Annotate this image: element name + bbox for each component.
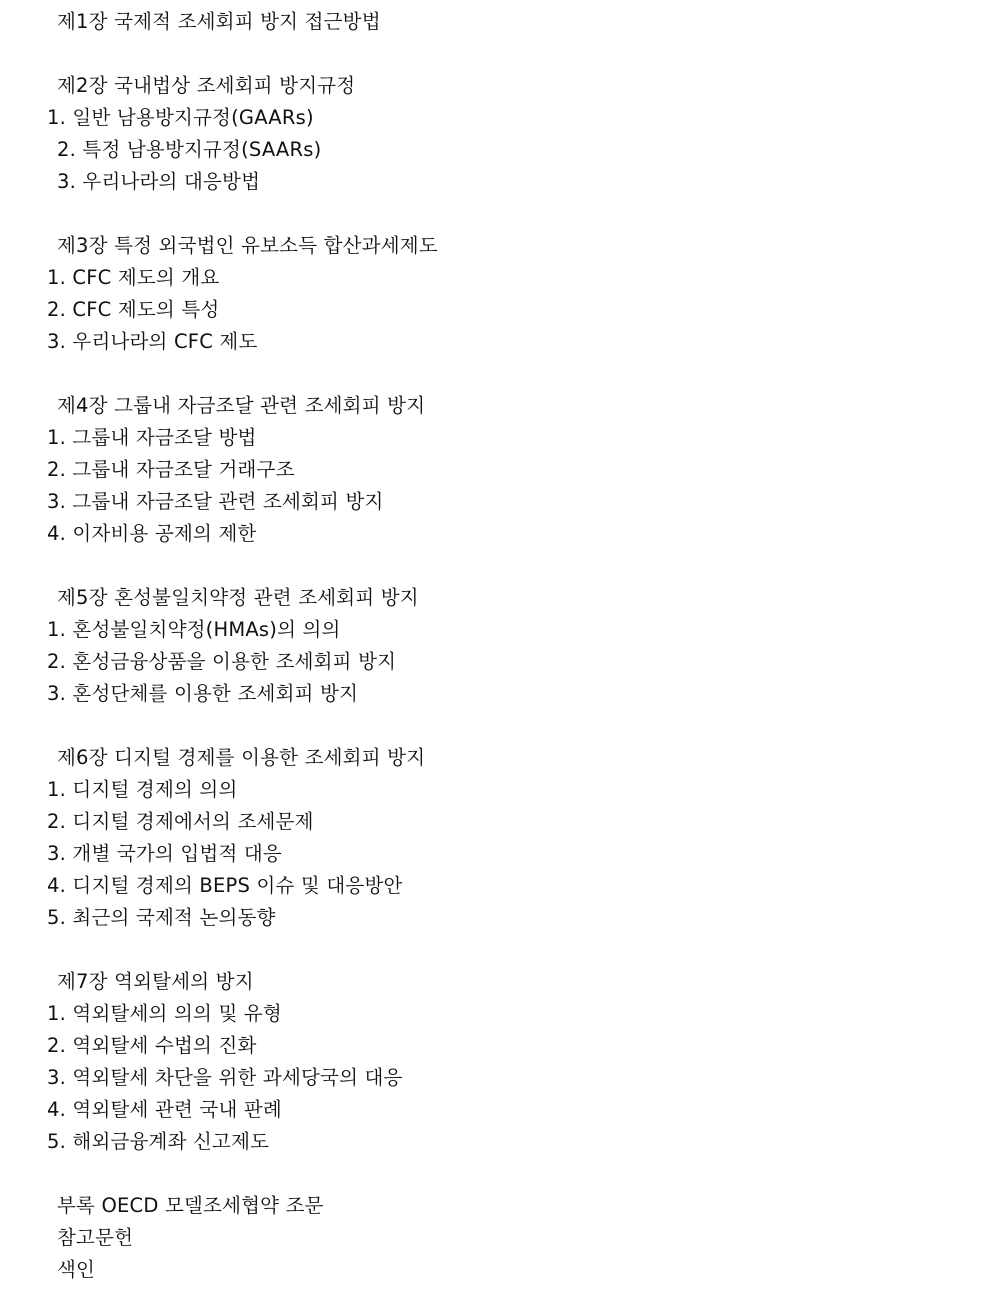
chapter-6-item-2: 2. 디지털 경제에서의 조세문제 xyxy=(47,810,314,833)
chapter-2-item-3: 3. 우리나라의 대응방법 xyxy=(57,170,261,193)
chapter-7-title: 제7장 역외탈세의 방지 xyxy=(57,970,254,993)
spacer xyxy=(0,38,992,70)
chapter-7-item-4: 4. 역외탈세 관련 국내 판례 xyxy=(47,1098,282,1121)
spacer xyxy=(0,550,992,582)
chapter-6-item-5: 5. 최근의 국제적 논의동향 xyxy=(47,906,276,929)
spacer xyxy=(0,198,992,230)
chapter-5-item-1: 1. 혼성불일치약정(HMAs)의 의의 xyxy=(47,618,341,641)
chapter-3-title: 제3장 특정 외국법인 유보소득 합산과세제도 xyxy=(57,234,438,257)
chapter-3-item-2: 2. CFC 제도의 특성 xyxy=(47,298,220,321)
chapter-7-item-1: 1. 역외탈세의 의의 및 유형 xyxy=(47,1002,282,1025)
spacer xyxy=(0,358,992,390)
spacer xyxy=(0,934,992,966)
chapter-5-title: 제5장 혼성불일치약정 관련 조세회피 방지 xyxy=(57,586,419,609)
chapter-6-title: 제6장 디지털 경제를 이용한 조세회피 방지 xyxy=(57,746,426,769)
chapter-6-item-4: 4. 디지털 경제의 BEPS 이슈 및 대응방안 xyxy=(47,874,403,897)
chapter-6-item-3: 3. 개별 국가의 입법적 대응 xyxy=(47,842,282,865)
chapter-4-item-1: 1. 그룹내 자금조달 방법 xyxy=(47,426,257,449)
chapter-2-item-1: 1. 일반 남용방지규정(GAARs) xyxy=(47,106,314,129)
chapter-5-item-3: 3. 혼성단체를 이용한 조세회피 방지 xyxy=(47,682,359,705)
chapter-5-item-2: 2. 혼성금융상품을 이용한 조세회피 방지 xyxy=(47,650,397,673)
table-of-contents xyxy=(0,6,992,1286)
spacer xyxy=(0,1158,992,1190)
chapter-4-item-3: 3. 그룹내 자금조달 관련 조세회피 방지 xyxy=(47,490,384,513)
chapter-4-item-2: 2. 그룹내 자금조달 거래구조 xyxy=(47,458,295,481)
references-title: 참고문헌 xyxy=(57,1226,134,1249)
spacer xyxy=(0,710,992,742)
chapter-7-item-2: 2. 역외탈세 수법의 진화 xyxy=(47,1034,257,1057)
appendix-title: 부록 OECD 모델조세협약 조문 xyxy=(57,1194,324,1217)
chapter-1-title: 제1장 국제적 조세회피 방지 접근방법 xyxy=(57,10,381,33)
chapter-3-item-3: 3. 우리나라의 CFC 제도 xyxy=(47,330,258,353)
chapter-2-title: 제2장 국내법상 조세회피 방지규정 xyxy=(57,74,356,97)
chapter-7-item-5: 5. 해외금융계좌 신고제도 xyxy=(47,1130,270,1153)
chapter-3-item-1: 1. CFC 제도의 개요 xyxy=(47,266,220,289)
chapter-4-title: 제4장 그룹내 자금조달 관련 조세회피 방지 xyxy=(57,394,426,417)
chapter-7-item-3: 3. 역외탈세 차단을 위한 과세당국의 대응 xyxy=(47,1066,403,1089)
chapter-2-item-2: 2. 특정 남용방지규정(SAARs) xyxy=(57,138,322,161)
index-title: 색인 xyxy=(57,1258,96,1281)
chapter-6-item-1: 1. 디지털 경제의 의의 xyxy=(47,778,238,801)
chapter-4-item-4: 4. 이자비용 공제의 제한 xyxy=(47,522,257,545)
